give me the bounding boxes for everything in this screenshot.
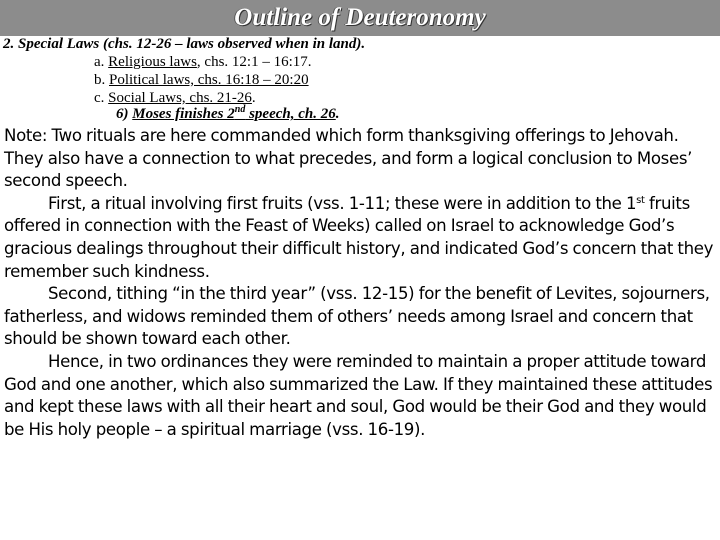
first-post: fruits offered in connection with the Feast of Weeks) called on Israel to acknowledge God’s gracious dealings throughout their difficult history, and indicated God’s concern that they remember such kindness. [4, 193, 714, 281]
current-end: . [335, 106, 340, 122]
first-sup: st [636, 194, 645, 206]
item-letter: c. [94, 90, 105, 106]
current-label [132, 106, 336, 122]
note-intro-paragraph [4, 125, 716, 193]
outline-current-item [116, 105, 340, 123]
second-text: Second, tithing “in the third year” (vss. 12-15) for the benefit of Levites, sojourners, fatherless, and widows reminded them of others’ needs among Israel and concern that should be shown toward each other. [4, 284, 710, 349]
item-label: Religious laws [108, 54, 197, 70]
item-ref: , chs. 12:1 – 16:17. [196, 54, 312, 70]
second-ritual-paragraph [4, 283, 716, 351]
note-body [4, 125, 716, 441]
outline-heading: 2. Special Laws (chs. 12-26 – laws observed when in land). [3, 36, 366, 52]
note-intro: : Two rituals are here commanded which form thanksgiving offerings to Jehovah. They also have a connection to what precedes, and form a logical conclusion to Moses’ second speech. [4, 126, 693, 191]
current-number: 6) [116, 106, 129, 122]
current-label-pre: Moses finishes 2 [132, 106, 235, 122]
outline-item-a [94, 53, 312, 71]
first-pre: First, a ritual involving first fruits (vss. 1-11; these were in addition to the 1 [48, 193, 637, 213]
item-letter: a. [94, 54, 105, 70]
slide-title: Outline of Deuteronomy [234, 4, 486, 31]
current-label-post: speech, ch. 26 [245, 106, 336, 122]
item-label: Political laws, chs. 16:18 – 20:20 [109, 72, 309, 88]
first-ritual-paragraph [4, 193, 716, 283]
item-letter: b. [94, 72, 106, 88]
outline-item-b [94, 71, 309, 89]
item-label: Social Laws, chs. 21-26 [108, 90, 252, 106]
current-label-sup: nd [234, 104, 246, 115]
conclusion-paragraph [4, 351, 716, 441]
note-label: Note [4, 126, 42, 145]
hence-text: Hence, in two ordinances they were reminded to maintain a proper attitude toward God and one another, which also summarized the Law. If they maintained these attitudes and kept these laws with all their heart and soul, God would be their God and they would be His holy people – a spiritual marriage (vss. 16-19). [4, 351, 713, 439]
item-ref: . [251, 90, 256, 106]
